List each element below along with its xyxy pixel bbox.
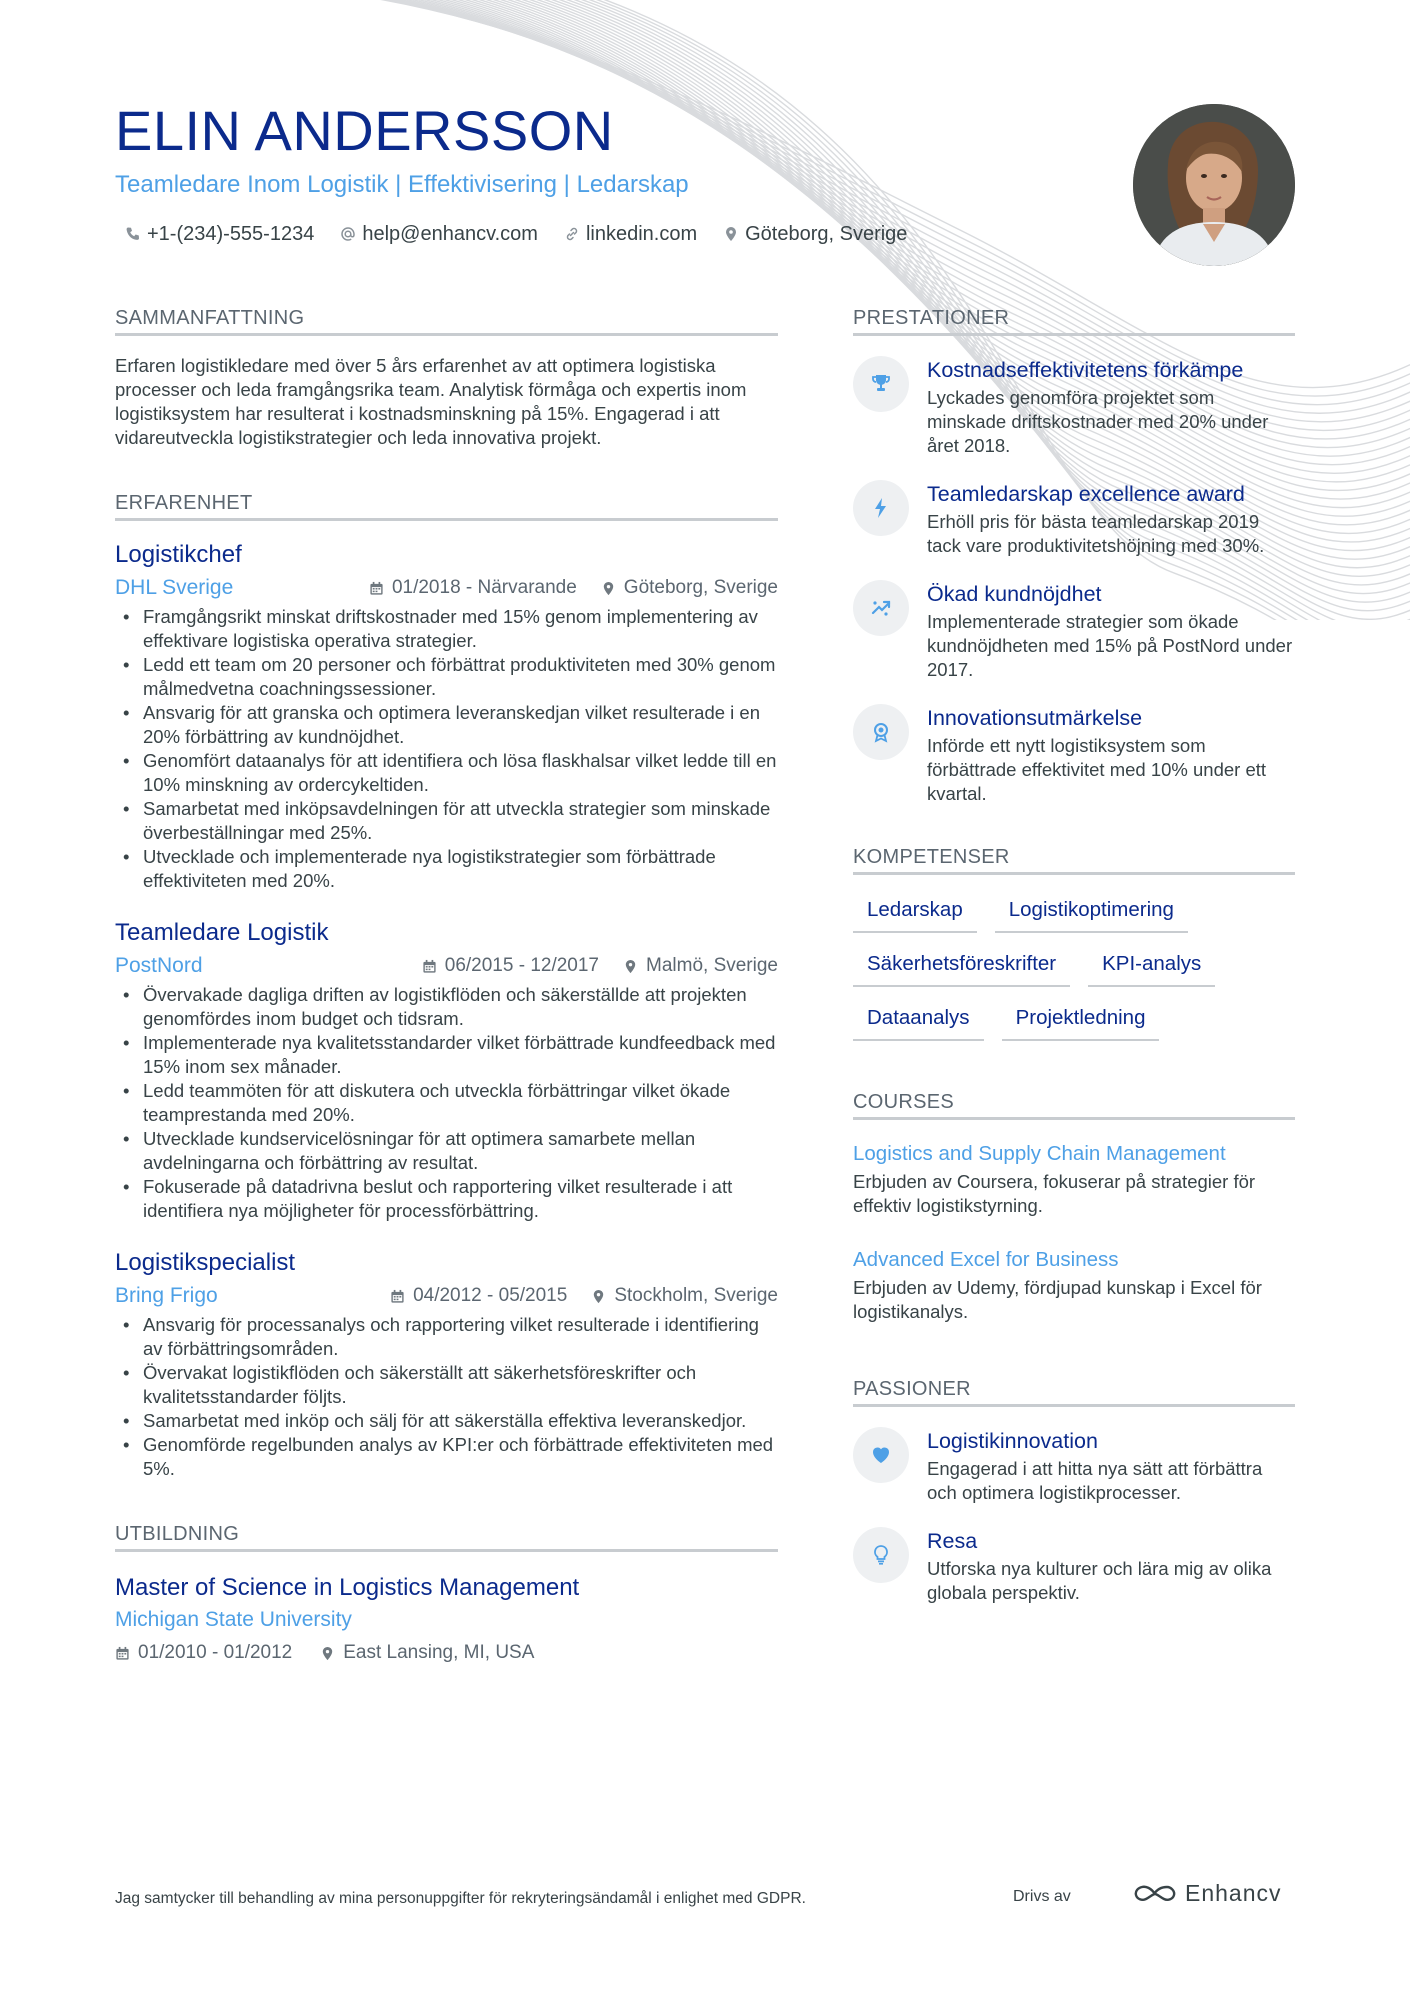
section-title-experience: ERFARENHET bbox=[115, 490, 778, 521]
job-meta bbox=[115, 1283, 778, 1309]
at-sign-icon bbox=[340, 226, 356, 242]
job-company: PostNord bbox=[115, 954, 203, 977]
section-title-education: UTBILDNING bbox=[115, 1521, 778, 1552]
phone-text: +1-(234)-555-1234 bbox=[147, 223, 315, 245]
education-meta bbox=[115, 1640, 778, 1666]
location-pin-icon bbox=[601, 581, 616, 596]
job-location-text: Malmö, Sverige bbox=[646, 955, 778, 976]
infinity-logo-icon bbox=[1133, 1883, 1177, 1905]
job-location bbox=[601, 575, 778, 601]
gdpr-consent-text: Jag samtycker till behandling av mina personuppgifter för rekryteringsändamål i enlighet med GDPR. bbox=[115, 1890, 806, 1907]
trophy-icon bbox=[853, 356, 909, 412]
education-section bbox=[115, 1521, 778, 1666]
job-entry bbox=[115, 1247, 778, 1481]
skill-tag: Projektledning bbox=[1002, 999, 1160, 1041]
link-icon bbox=[564, 226, 580, 242]
degree-title: Master of Science in Logistics Management bbox=[115, 1574, 580, 1601]
section-title-summary: SAMMANFATTNING bbox=[115, 305, 778, 336]
job-location-text: Göteborg, Sverige bbox=[623, 577, 778, 598]
course-title[interactable]: Logistics and Supply Chain Management bbox=[853, 1142, 1226, 1165]
phone-icon bbox=[125, 226, 141, 242]
job-bullets bbox=[115, 983, 778, 1223]
passion-description: Engagerad i att hitta nya sätt att förbättra och optimera logistikprocesser. bbox=[927, 1458, 1263, 1503]
achievement-description: Införde ett nytt logistiksystem som förbättrade effektivitet med 10% under ett kvartal. bbox=[927, 735, 1267, 804]
job-bullet: • Samarbetat med inköp och sälj för att säkerställa effektiva leveranskedjor. bbox=[115, 1409, 778, 1433]
course-description: Erbjuden av Coursera, fokuserar på strategier för effektiv logistikstyrning. bbox=[853, 1171, 1256, 1216]
calendar-icon bbox=[390, 1289, 405, 1304]
education-dates-text: 01/2010 - 01/2012 bbox=[138, 1642, 293, 1663]
calendar-icon bbox=[369, 581, 384, 596]
job-bullet: • Samarbetat med inköpsavdelningen för att utveckla strategier som minskade överbeställningar med 25%. bbox=[115, 797, 778, 845]
job-company: Bring Frigo bbox=[115, 1284, 218, 1307]
location-pin-icon bbox=[320, 1646, 335, 1661]
powered-by-label: Drivs av bbox=[1013, 1888, 1071, 1905]
contact-linkedin[interactable] bbox=[564, 222, 697, 246]
calendar-icon bbox=[115, 1646, 130, 1661]
job-location bbox=[591, 1283, 778, 1309]
job-dates bbox=[422, 953, 599, 979]
lightning-icon bbox=[853, 480, 909, 536]
left-column bbox=[115, 305, 778, 1666]
candidate-headline: Teamledare Inom Logistik | Effektivisering | Ledarskap bbox=[115, 171, 689, 198]
job-entry bbox=[115, 539, 778, 893]
course-title[interactable]: Advanced Excel for Business bbox=[853, 1248, 1119, 1271]
achievement-item bbox=[853, 580, 1295, 682]
achievement-description: Implementerade strategier som ökade kundnöjdheten med 15% på PostNord under 2017. bbox=[927, 611, 1293, 680]
job-bullet: • Utvecklade kundservicelösningar för att optimera samarbete mellan avdelningarna och förbättring av resultat. bbox=[115, 1127, 778, 1175]
passion-title: Resa bbox=[927, 1529, 978, 1553]
job-bullet: • Övervakat logistikflöden och säkerställt att säkerhetsföreskrifter och kvalitetsstandarder följts. bbox=[115, 1361, 778, 1409]
section-title-courses: COURSES bbox=[853, 1089, 1295, 1120]
job-role: Logistikspecialist bbox=[115, 1249, 296, 1276]
job-location-text: Stockholm, Sverige bbox=[614, 1285, 778, 1306]
job-entry bbox=[115, 917, 778, 1223]
job-bullets bbox=[115, 1313, 778, 1481]
contact-phone[interactable] bbox=[125, 222, 314, 246]
contact-row bbox=[115, 222, 1095, 246]
job-bullet: • Ledd teammöten för att diskutera och utveckla förbättringar vilket ökade teamprestanda med 20%. bbox=[115, 1079, 778, 1127]
skill-tag: Säkerhetsföreskrifter bbox=[853, 945, 1070, 987]
achievement-item bbox=[853, 356, 1295, 458]
location-text: Göteborg, Sverige bbox=[745, 223, 908, 245]
job-dates-text: 04/2012 - 05/2015 bbox=[413, 1285, 568, 1306]
job-dates-text: 01/2018 - Närvarande bbox=[391, 577, 577, 598]
job-role: Logistikchef bbox=[115, 541, 242, 568]
summary-section bbox=[115, 305, 778, 450]
education-dates bbox=[115, 1640, 292, 1666]
job-meta bbox=[115, 575, 778, 601]
job-bullet: • Fokuserade på datadrivna beslut och rapportering vilket resulterade i att identifiera nya möjligheter för processförbättring. bbox=[115, 1175, 778, 1223]
contact-location bbox=[723, 222, 907, 246]
right-column bbox=[853, 305, 1295, 1605]
skill-tag: Logistikoptimering bbox=[995, 891, 1188, 933]
achievement-title: Teamledarskap excellence award bbox=[927, 482, 1245, 506]
summary-text: Erfaren logistikledare med över 5 års erfarenhet av att optimera logistiska processer och leda framgångsrika team. Analytisk förmåga och expertis inom logistiksystem har resulterat i kostnadsminskning på 15%. Engagerad i att vidareutveckla logistikstrategier och leda innovativa projekt. bbox=[115, 355, 747, 448]
growth-arrow-icon bbox=[853, 580, 909, 636]
job-dates bbox=[369, 575, 577, 601]
passion-description: Utforska nya kulturer och lära mig av olika globala perspektiv. bbox=[927, 1558, 1272, 1603]
skills-list bbox=[853, 891, 1295, 1041]
page-footer bbox=[115, 1880, 1295, 1920]
contact-email[interactable] bbox=[340, 222, 538, 246]
passion-item bbox=[853, 1427, 1295, 1505]
portrait-image bbox=[1133, 104, 1295, 266]
achievement-title: Ökad kundnöjdhet bbox=[927, 582, 1102, 606]
job-bullet: • Ansvarig för att granska och optimera leveranskedjan vilket resulterade i en 20% förbättring av kundnöjdhet. bbox=[115, 701, 778, 749]
linkedin-text: linkedin.com bbox=[585, 223, 698, 245]
course-description: Erbjuden av Udemy, fördjupad kunskap i Excel för logistikanalys. bbox=[853, 1277, 1262, 1322]
location-pin-icon bbox=[723, 226, 739, 242]
job-bullet: • Implementerade nya kvalitetsstandarder vilket förbättrade kundfeedback med 15% inom sex månader. bbox=[115, 1031, 778, 1079]
job-bullet: • Utvecklade och implementerade nya logistikstrategier som förbättrade effektiviteten med 20%. bbox=[115, 845, 778, 893]
enhancv-logo[interactable] bbox=[1133, 1880, 1282, 1907]
skill-tag: KPI-analys bbox=[1088, 945, 1215, 987]
location-pin-icon bbox=[591, 1289, 606, 1304]
job-role: Teamledare Logistik bbox=[115, 919, 329, 946]
passions-section bbox=[853, 1376, 1295, 1605]
experience-section bbox=[115, 490, 778, 1481]
heart-icon bbox=[853, 1427, 909, 1483]
achievement-description: Lyckades genomföra projektet som minskade driftskostnader med 20% under året 2018. bbox=[927, 387, 1269, 456]
job-bullets bbox=[115, 605, 778, 893]
job-bullet: • Framgångsrikt minskat driftskostnader med 15% genom implementering av effektivare logistiska operativa strategier. bbox=[115, 605, 778, 653]
job-meta bbox=[115, 953, 778, 979]
job-bullet: • Genomfört dataanalys för att identifiera och lösa flaskhalsar vilket ledde till en 10% minskning av ordercykeltiden. bbox=[115, 749, 778, 797]
award-badge-icon bbox=[853, 704, 909, 760]
passion-item bbox=[853, 1527, 1295, 1605]
email-text: help@enhancv.com bbox=[362, 223, 538, 245]
skills-section bbox=[853, 844, 1295, 1041]
section-title-skills: KOMPETENSER bbox=[853, 844, 1295, 875]
job-bullet: • Ledd ett team om 20 personer och förbättrat produktiviteten med 30% genom målmedvetna coachningssessioner. bbox=[115, 653, 778, 701]
achievement-item bbox=[853, 480, 1295, 558]
lightbulb-icon bbox=[853, 1527, 909, 1583]
achievement-description: Erhöll pris för bästa teamledarskap 2019 tack vare produktivitetshöjning med 30%. bbox=[927, 511, 1265, 556]
courses-section bbox=[853, 1089, 1295, 1324]
passion-title: Logistikinnovation bbox=[927, 1429, 1098, 1453]
education-location-text: East Lansing, MI, USA bbox=[343, 1642, 535, 1663]
achievements-section bbox=[853, 305, 1295, 806]
skill-tag: Ledarskap bbox=[853, 891, 977, 933]
candidate-name: ELIN ANDERSSON bbox=[115, 99, 614, 162]
job-bullet: • Övervakade dagliga driften av logistikflöden och säkerställde att projekten genomfördes inom budget och tidsram. bbox=[115, 983, 778, 1031]
resume-header bbox=[115, 98, 1095, 246]
achievement-title: Innovationsutmärkelse bbox=[927, 706, 1143, 730]
brand-name: Enhancv bbox=[1185, 1880, 1282, 1906]
education-location bbox=[320, 1640, 534, 1666]
calendar-icon bbox=[422, 959, 437, 974]
job-bullet: • Ansvarig för processanalys och rapportering vilket resulterade i identifiering av förbättringsområden. bbox=[115, 1313, 778, 1361]
achievement-item bbox=[853, 704, 1295, 806]
job-company: DHL Sverige bbox=[115, 576, 234, 599]
skill-tag: Dataanalys bbox=[853, 999, 984, 1041]
section-title-passions: PASSIONER bbox=[853, 1376, 1295, 1407]
achievement-title: Kostnadseffektivitetens förkämpe bbox=[927, 358, 1244, 382]
job-dates bbox=[390, 1283, 567, 1309]
section-title-achievements: PRESTATIONER bbox=[853, 305, 1295, 336]
school-name: Michigan State University bbox=[115, 1608, 352, 1631]
job-location bbox=[623, 953, 778, 979]
job-bullet: • Genomförde regelbunden analys av KPI:er och förbättrade effektiviteten med 5%. bbox=[115, 1433, 778, 1481]
job-dates-text: 06/2015 - 12/2017 bbox=[444, 955, 599, 976]
profile-photo bbox=[1133, 104, 1295, 266]
location-pin-icon bbox=[623, 959, 638, 974]
